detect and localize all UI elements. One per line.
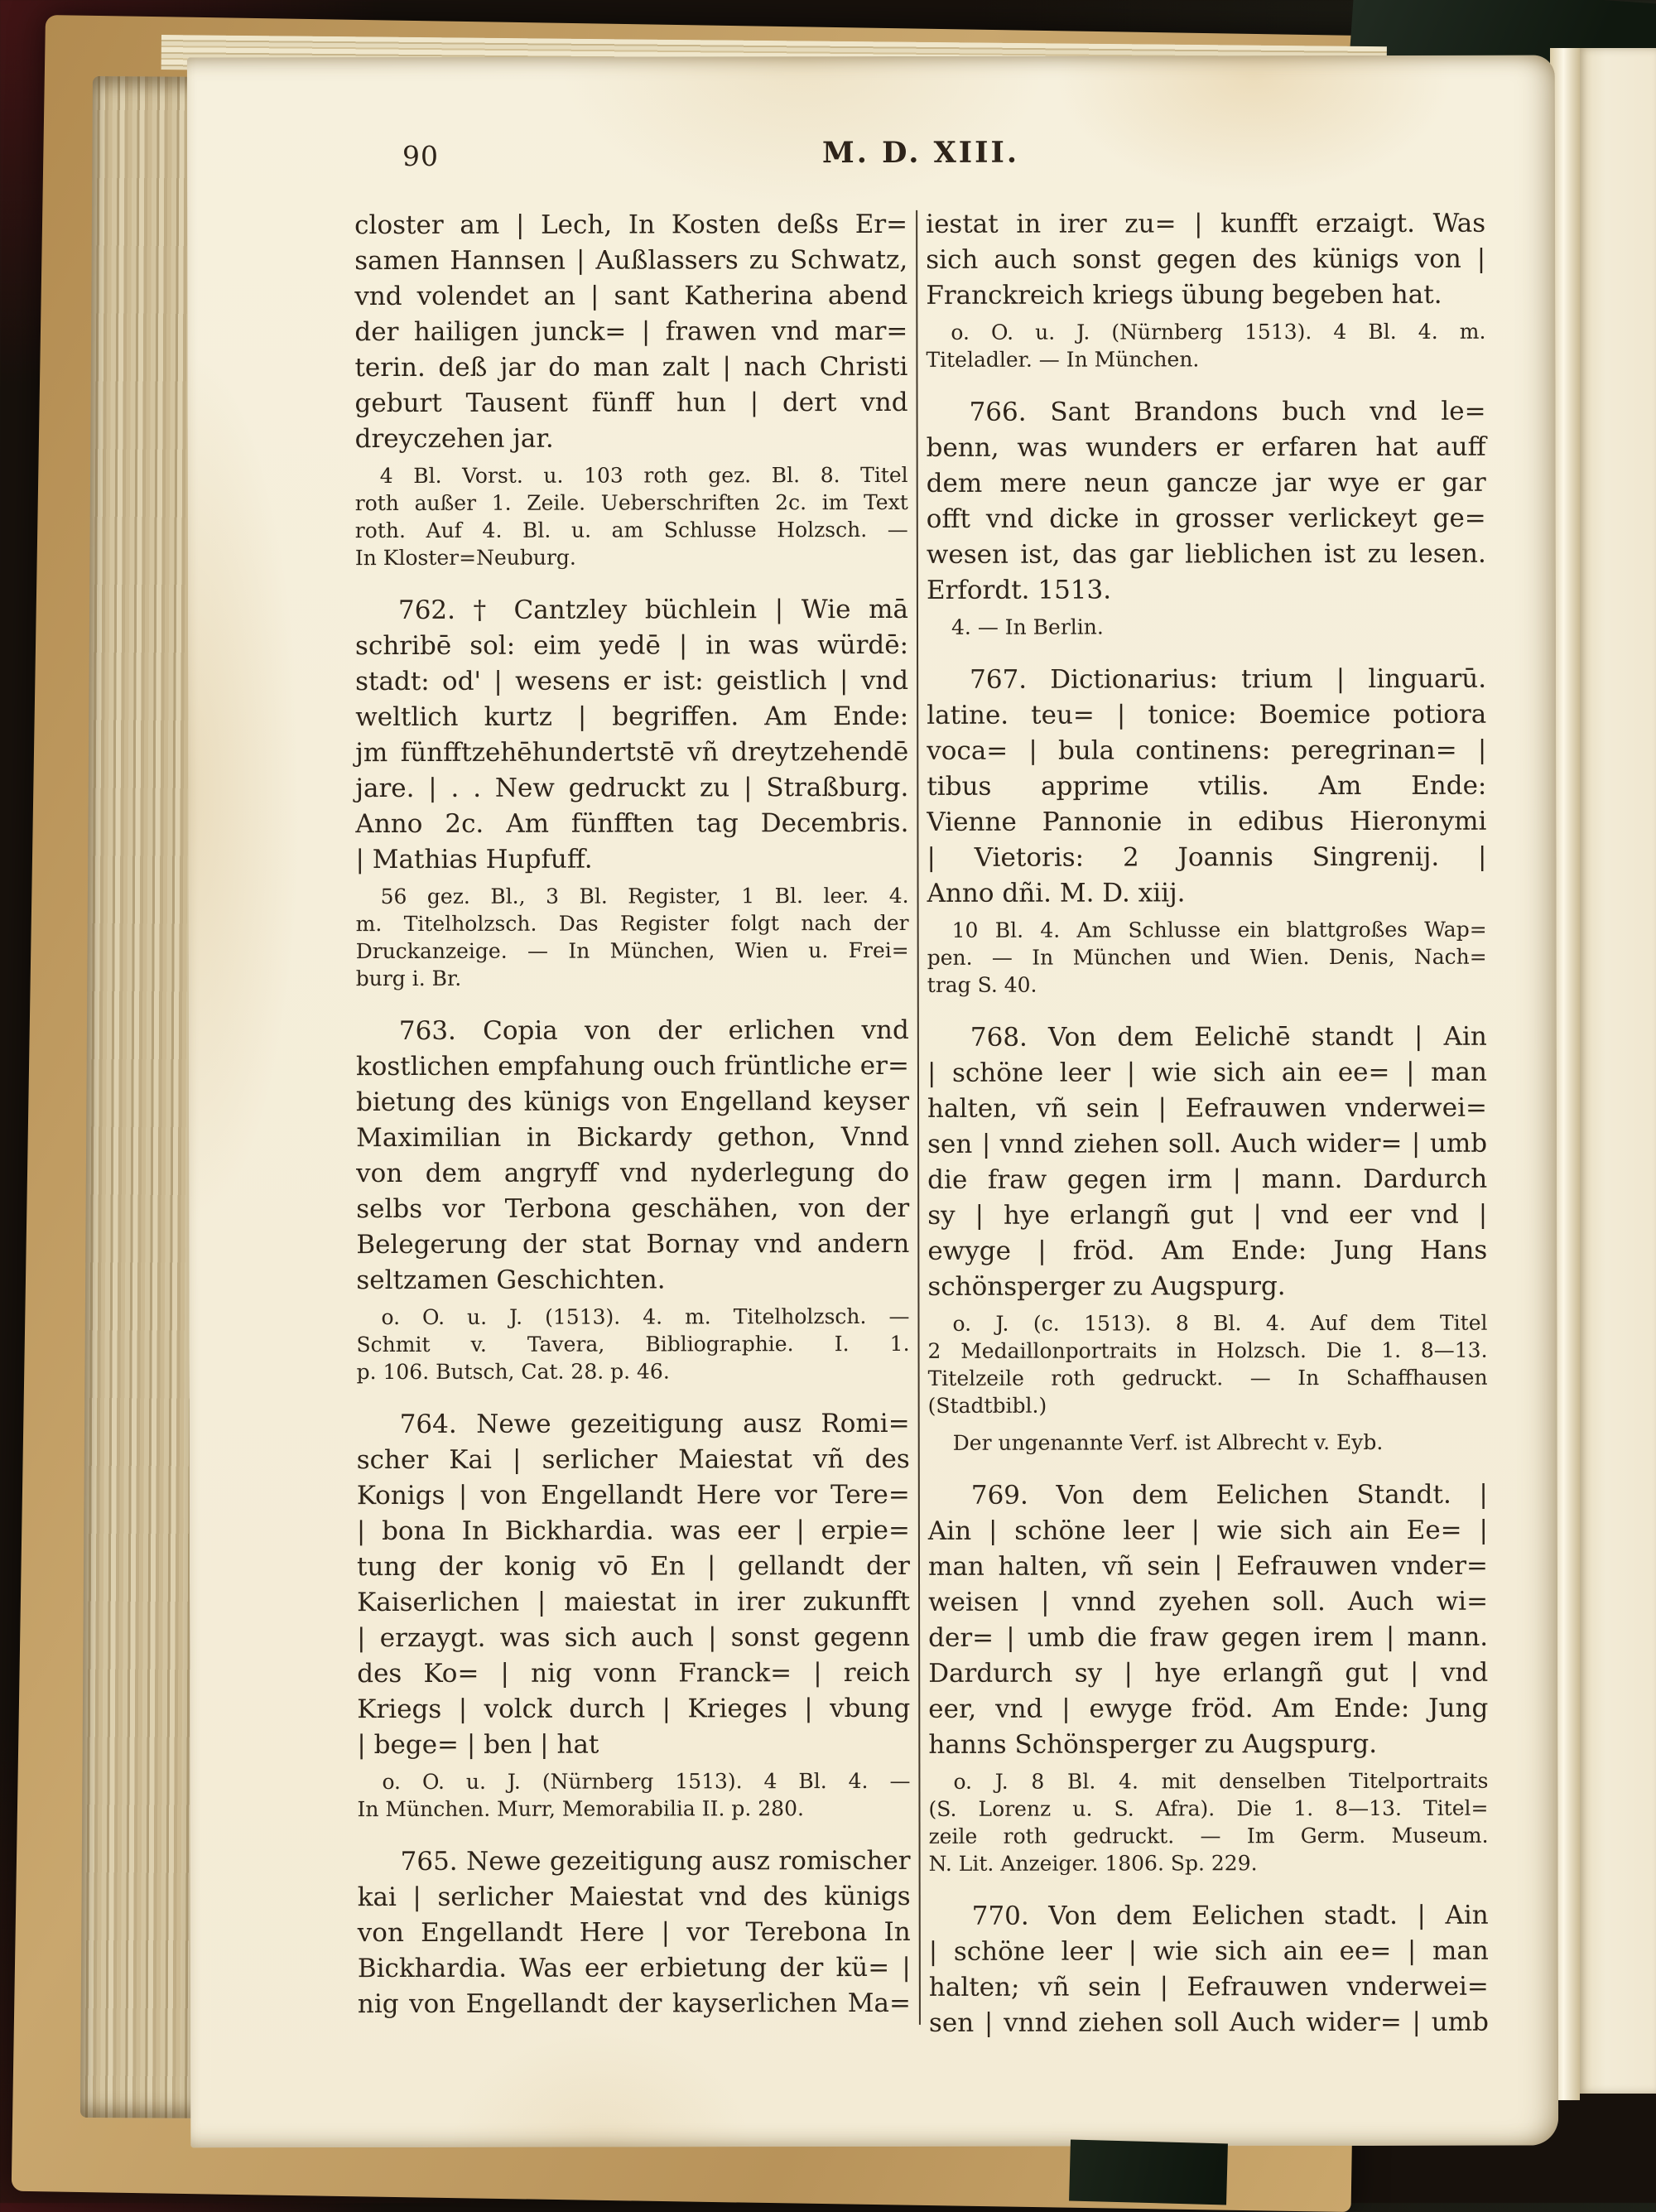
entry-762: 762. † Cantzley büchlein | Wie mā schribē sol: eim yedē | in was würdē: stadt: od' | wesens er ist: geistlich | vnd weltlich kurtz | begriffen. Am Ende: jm fünfftzehēhundertstē vñ dreytzehendē jare. | . . New gedruckt zu | Straßburg. Anno 2c. Am fünfften tag Decembris. | Mathias Hupfuff. xyxy=(355,594,909,875)
facing-page-sliver xyxy=(1578,48,1656,2094)
entry-764: 764. Newe gezeitigung ausz Romi= scher Kai | serlicher Maiestat vñ des Konigs | von Engellandt Here vor Tere= | bona In Bickhardia. was eer | erpie= tung der konig vō En | gellandt der Kaiserlichen | maiestat in irer zukunfft | erzaygt. was sich auch | sonst gegenn des Ko= | nig vonn Franck= | reich Kriegs | volck durch | Krieges | vbung | bege= | ben | hat xyxy=(356,1408,911,1761)
entry-continuation: closter am | Lech, In Kosten deßs Er= samen Hannsen | Außlassers zu Schwatz, vnd volendet an | sant Katherina abend der hailigen junck= | frawen vnd mar= terin. deß jar do man zalt | nach Christi geburt Tausent fünff hun | dert vnd dreyczehen jar. xyxy=(354,209,908,455)
note-766: 4. — In Berlin. xyxy=(951,614,1104,639)
note-768: o. J. (c. 1513). 8 Bl. 4. Auf dem Titel 2 Medaillonportraits in Holzsch. Die 1. 8—13. Titelzeile roth gedruckt. — In Schaffhausen (Stadtbibl.) xyxy=(927,1310,1488,1418)
note-767: 10 Bl. 4. Am Schlusse ein blattgroßes Wap= pen. — In München und Wien. Denis, Nach= trag S. 40. xyxy=(927,917,1487,997)
entry-769: 769. Von dem Eelichen Standt. | Ain | schöne leer | wie sich ain Ee= | man halten, vñ sein | Eefrauwen vnder= weisen | vnnd zyehen soll. Auch wi= der= | umb die fraw gegen irem | mann. Dardurch sy | hye erlangñ gut | vnd eer, vnd | ewyge fröd. Am Ende: Jung hanns Schönsperger zu Augspurg. xyxy=(927,1479,1489,1760)
entry-763: 763. Copia von der erlichen vnd kostlichen empfahung ouch früntliche er= bietung des künigs von Engelland keyser Maximilian in Bickardy gethon, Vnnd von dem angryff vnd nyderlegung do selbs vor Terbona geschähen, von der Belegerung der stat Bornay vnd andern seltzamen Geschichten. xyxy=(355,1014,910,1296)
note-765: o. O. u. J. (Nürnberg 1513). 4 Bl. 4. m. Titeladler. — In München. xyxy=(926,319,1486,372)
entry-765-continuation: iestat in irer zu= | kunfft erzaigt. Was sich auch sonst gegen des künigs von | Franckreich kriegs übung begeben hat. xyxy=(926,208,1486,311)
note-continuation: 4 Bl. Vorst. u. 103 roth gez. Bl. 8. Titel roth außer 1. Zeile. Ueberschriften 2c. im Text roth. Auf 4. Bl. u. am Schlusse Holzsch. — In Kloster=Neuburg. xyxy=(354,462,908,571)
column-divider xyxy=(916,210,921,2025)
entry-768: 768. Von dem Eelichē standt | Ain | schöne leer | wie sich ain ee= | man halten, vñ sein | Eefrauwen vnderwei= sen | vnnd ziehen soll. Auch wider= | umb die fraw gegen irm | mann. Dardurch sy | hye erlangñ gut | vnd eer vnd | ewyge | fröd. Am Ende: Jung Hans schönsperger zu Augspurg. xyxy=(927,1021,1488,1302)
note-764: o. O. u. J. (Nürnberg 1513). 4 Bl. 4. — In München. Murr, Memorabilia II. p. 280. xyxy=(357,1768,911,1822)
entry-767: 767. Dictionarius: trium | linguarū. latine. teu= | tonice: Boemice potiora voca= | bula continens: peregrinan= | tibus apprime vtilis. Am Ende: Vienne Pannonie in edibus Hieronymi | Vietoris: 2 Joannis Singrenij. | Anno dñi. M. D. xiij. xyxy=(927,663,1487,908)
page-header xyxy=(354,135,1487,181)
note-762: 56 gez. Bl., 3 Bl. Register, 1 Bl. leer. 4. m. Titelholzsch. Das Register folgt nach der Druckanzeige. — In München, Wien u. Frei= burg i. Br. xyxy=(355,883,909,991)
left-column xyxy=(354,207,911,2042)
note-769: o. J. 8 Bl. 4. mit denselben Titelportraits (S. Lorenz u. S. Afra). Die 1. 8—13. Titel= zeile roth gedruckt. — Im Germ. Museum. N. Lit. Anzeiger. 1806. Sp. 229. xyxy=(928,1768,1489,1876)
book-page xyxy=(187,55,1558,2148)
page-number: 90 xyxy=(402,139,440,172)
entry-770: 770. Von dem Eelichen stadt. | Ain | schöne leer | wie sich ain ee= | man halten; vñ sein | Eefrauwen vnderwei= sen | vnnd ziehen soll Auch wider= | umb xyxy=(928,1900,1489,2038)
entry-766: 766. Sant Brandons buch vnd le= benn, was wunders er erfaren hat auff dem mere neun gancze jar wye er gar offt vnd dicke in grosser verlickeyt ge= wesen ist, das gar lieblichen ist zu lesen. Erfordt. 1513. xyxy=(926,396,1486,605)
running-title: M. D. XIII. xyxy=(821,135,1020,171)
text-columns xyxy=(354,206,1490,2042)
dark-cover-corner-bottom xyxy=(1069,2140,1228,2205)
entry-765: 765. Newe gezeitigung ausz romischer kai | serlicher Maiestat vnd des künigs von Engellandt Here | vor Terebona In Bickhardia. Was eer erbietung der kü= | nig von Engellandt der kayserlichen Ma= xyxy=(357,1845,911,2020)
right-column xyxy=(926,206,1489,2041)
note-763: o. O. u. J. (1513). 4. m. Titelholzsch. — Schmit v. Tavera, Bibliographie. I. 1. p. 106. Butsch, Cat. 28. p. 46. xyxy=(356,1304,910,1385)
note-768-author: Der ungenannte Verf. ist Albrecht v. Eyb. xyxy=(952,1429,1384,1455)
